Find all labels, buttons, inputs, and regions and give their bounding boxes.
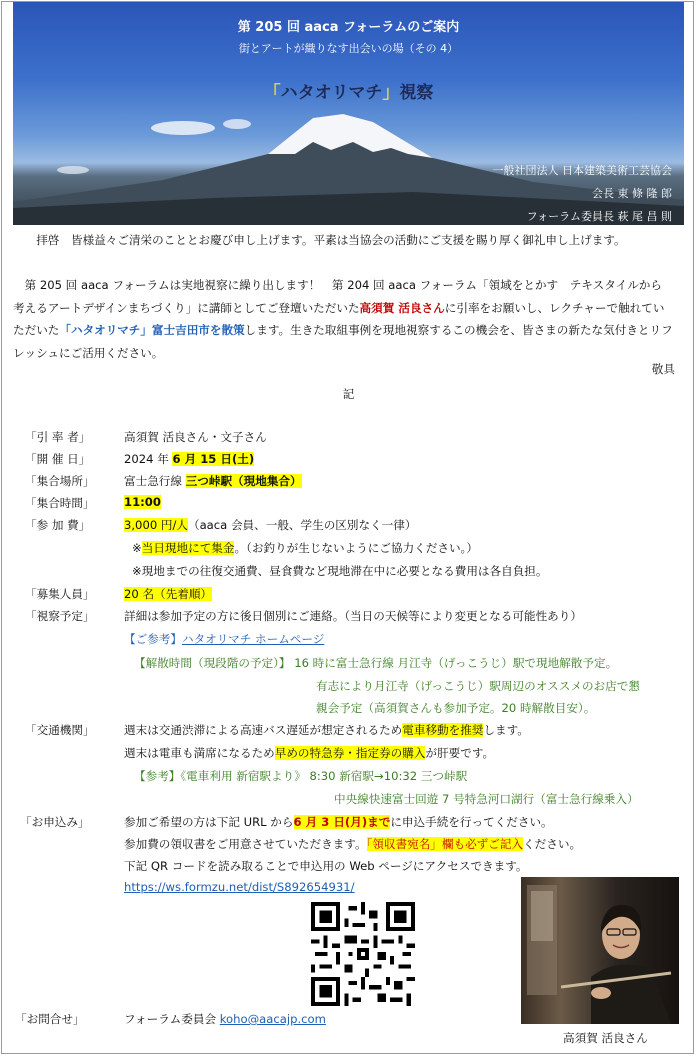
forum-title: 第 205 回 aaca フォーラムのご案内 [237, 20, 460, 35]
mount-fuji-illustration [13, 2, 684, 225]
fee-value: 3,000 円/人 [124, 518, 188, 532]
ki-heading: 記 [342, 387, 355, 401]
headline-main: ハタオリマチ [280, 83, 383, 103]
forum-chair-name: フォーラム委員長 萩 尾 昌 則 [526, 210, 672, 223]
traffic-highlight-1: 電車移動を推奨 [402, 723, 484, 737]
date-prefix: 2024 年 [124, 452, 169, 466]
headline-suffix: 視察 [399, 83, 434, 103]
apply-label: 「お申込み」 [20, 815, 90, 829]
train-reference: 【参考】《電車利用 新宿駅より》 8:30 新宿駅→10:32 三つ峠駅 [134, 769, 468, 783]
apply-deadline: 6 月 3 日(月)まで [293, 815, 391, 829]
meet-label: 「集合場所」 [25, 474, 95, 488]
dismissal-note-1: 有志により月江寺（げっこうじ）駅周辺のオススメのお店で懇 [316, 679, 640, 693]
lecturer-name: 高須賀 活良さん [359, 300, 445, 315]
photo-caption: 高須賀 活良さん [563, 1031, 648, 1045]
plan-label: 「視察予定」 [25, 609, 95, 623]
receipt-note [124, 836, 581, 852]
qr-code[interactable] [311, 902, 415, 1006]
traffic-text-2-end: が肝要です。 [425, 746, 495, 760]
headline-quote-open: 「 [263, 83, 281, 103]
intro-text-1: 第 205 回 aaca フォーラムは実地視察に繰り出します！ 第 204 回 aaca フォーラム「領域をとかす テキスタイルから考えるアートデザインまちづくり」に講師としてご登壇いただいた [13, 278, 662, 315]
greeting-paragraph: 拝啓 皆様益々ご清栄のこととお慶び申し上げます。平素は当協会の活動にご支援を賜り厚く御礼申し上げます。 [36, 233, 626, 247]
fee-collect-rest: 。（お釣りが生じないようにご協力ください。） [234, 541, 478, 555]
apply-text-1-end: に申込手続を行ってください。 [390, 815, 553, 829]
contact-label: 「お問合せ」 [15, 1012, 85, 1026]
dismissal-time: 【解散時間（現段階の予定）】 16 時に富士急行線 月江寺（げっこうじ）駅で現地解散予定。 [134, 656, 618, 670]
fee-collect-mark: ※ [132, 541, 142, 555]
time-label: 「集合時間」 [25, 496, 95, 510]
header-banner [13, 2, 684, 225]
apply-url-link[interactable]: https://ws.formzu.net/dist/S892654931/ [124, 880, 355, 894]
traffic-text-1-end: します。 [483, 723, 529, 737]
contact-prefix: フォーラム委員会 [124, 1012, 217, 1026]
fee-note: （aaca 会員、一般、学生の区別なく一律） [187, 518, 417, 532]
capacity-value: 20 名（先着順） [124, 587, 213, 601]
time-value: 11:00 [124, 495, 161, 509]
apply-text-1: 参加ご希望の方は下記 URL から [124, 815, 294, 829]
receipt-highlight: 「領収書宛名」欄も必ずご記入 [366, 837, 524, 851]
capacity-label: 「募集人員」 [25, 587, 95, 601]
traffic-text-2: 週末は電車も満席になるため [124, 746, 275, 760]
traffic-text-1: 週末は交通渋滞による高速バス遅延が想定されるため [124, 723, 403, 737]
leader-value: 高須賀 活良さん・文子さん [124, 430, 267, 444]
forum-subtitle: 街とアートが織りなす出会いの場（その 4） [238, 42, 459, 55]
closing-word: 敬具 [651, 362, 675, 376]
headline [13, 78, 684, 103]
plan-reference[interactable] [124, 631, 324, 647]
plan-reference-prefix: 【ご参考】 [124, 632, 182, 646]
intro-text-2: に引率をお願いし、レクチャーで触れていただいた [13, 300, 665, 337]
receipt-text-end: ください。 [523, 837, 582, 851]
dismissal-note-2: 親会予定（高須賀さんも参加予定。20 時解散目安）。 [316, 701, 596, 715]
fee-collect-highlight: 当日現地にて集金 [141, 541, 235, 555]
traffic-label: 「交通機関」 [25, 723, 95, 737]
intro-paragraph [13, 274, 673, 364]
traffic-line-2 [124, 745, 494, 761]
headline-quote-close: 」 [382, 83, 400, 103]
train-detail: 中央線快速富士回遊 7 号特急河口湖行（富士急行線乗入） [334, 792, 639, 806]
plan-text: 詳細は参加予定の方に後日個別にご連絡。（当日の天候等により変更となる可能性あり） [124, 609, 582, 623]
fee-label: 「参 加 費」 [25, 518, 91, 532]
lecturer-portrait-illustration [521, 877, 679, 1024]
fee-collect-note [132, 540, 478, 556]
chairman-name: 会長 東 條 隆 郎 [592, 187, 672, 200]
visit-highlight: 「ハタオリマチ」富士吉田市を散策 [59, 323, 245, 337]
traffic-highlight-2: 早めの特急券・指定券の購入 [274, 746, 426, 760]
meet-prefix: 富士急行線 [124, 474, 182, 488]
lecturer-photo [521, 877, 679, 1024]
hataorimachi-homepage-link[interactable]: ハタオリマチ ホームページ [181, 632, 325, 646]
fee-expense-note: ※現地までの往復交通費、昼食費など現地滞在中に必要となる費用は各自負担。 [132, 564, 548, 578]
leader-label: 「引 率 者」 [25, 430, 91, 444]
intro-text-3: します。生きた取組事例を現地視察するこの機会を、皆さまの新たな気付きとリフレッシュにご活用ください。 [13, 323, 673, 360]
date-label: 「開 催 日」 [25, 452, 91, 466]
contact-email-link[interactable]: koho@aacajp.com [219, 1012, 326, 1026]
receipt-text: 参加費の領収書をご用意させていただきます。 [124, 837, 367, 851]
organization-name: 一般社団法人 日本建築美術工芸協会 [492, 164, 672, 177]
date-value: 6 月 15 日(土) [172, 452, 255, 466]
qr-instruction: 下記 QR コードを読み取ることで申込用の Web ページにアクセスできます。 [124, 859, 528, 873]
meet-value: 三つ峠駅（現地集合） [185, 474, 302, 488]
